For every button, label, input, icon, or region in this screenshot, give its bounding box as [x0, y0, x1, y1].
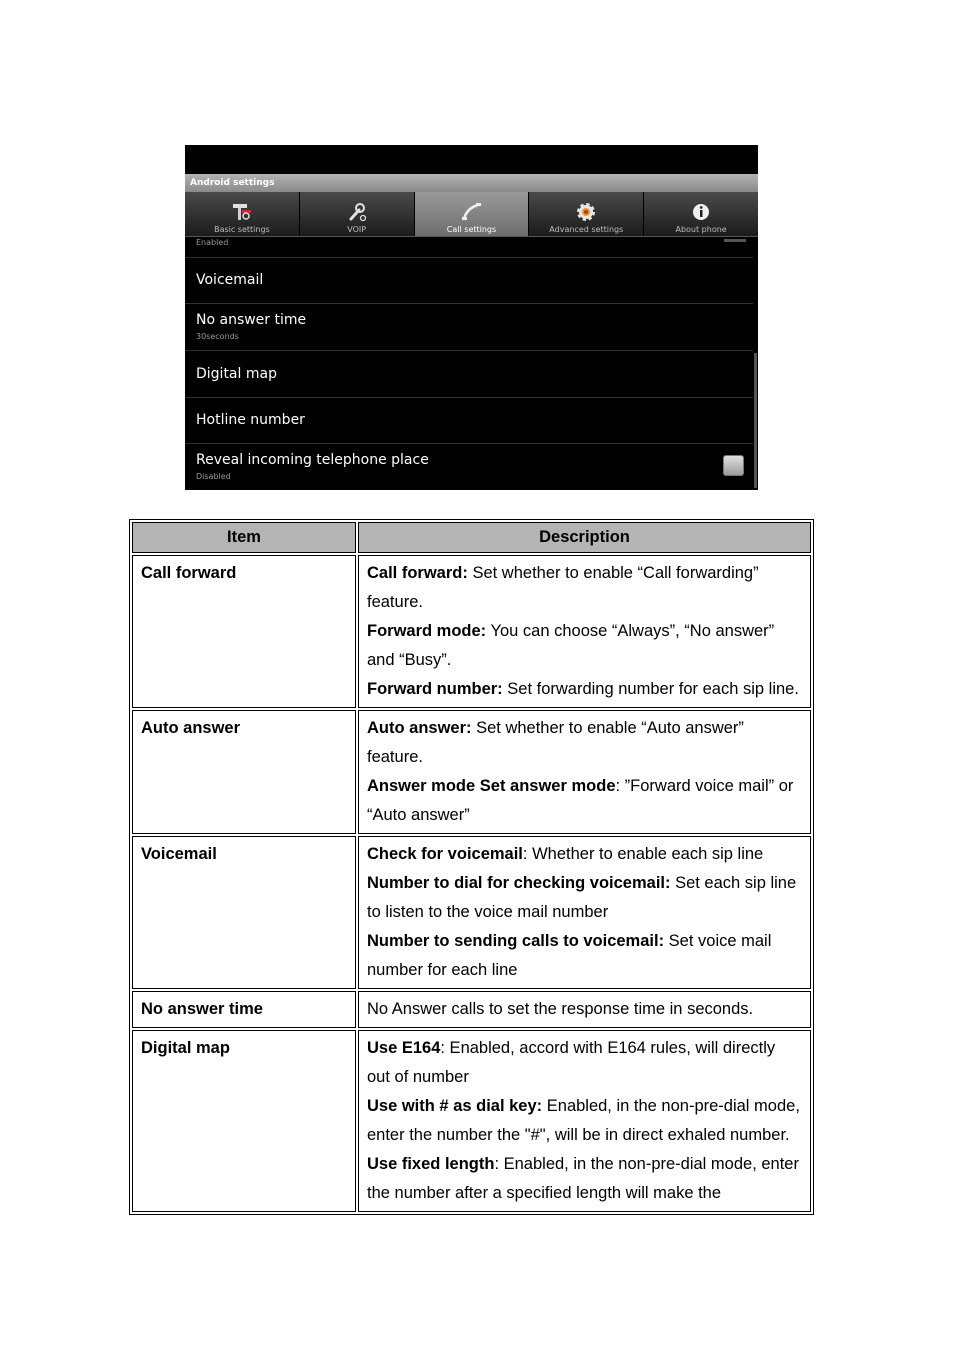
header-description: Description [358, 522, 811, 553]
setting-row-reveal-incoming-place[interactable] [185, 443, 753, 490]
tab-call-settings[interactable] [415, 192, 530, 236]
desc-text: : Whether to enable each sip line [522, 845, 764, 863]
setting-row-voicemail[interactable] [185, 257, 753, 303]
tab-about-phone[interactable] [644, 192, 758, 236]
desc-term: Auto answer: [367, 719, 472, 737]
item-cell: Auto answer [132, 710, 356, 834]
desc-term: Answer mode Set answer mode [367, 777, 616, 795]
tab-label: Advanced settings [549, 225, 624, 234]
desc-text: Set whether to enable “Auto answer” feature. [367, 719, 744, 766]
desc-text: : Enabled, in the non-pre-dial mode, enter the number after a specified length will make the [367, 1155, 799, 1202]
item-cell: No answer time [132, 991, 356, 1028]
call-settings-list [185, 237, 758, 490]
desc-text: Set forwarding number for each sip line. [502, 680, 799, 698]
setting-title: Voicemail [196, 272, 264, 288]
app-title: Android settings [185, 174, 758, 192]
call-settings-table [129, 519, 814, 1215]
desc-text: You can choose “Always”, “No answer” and “Busy”. [367, 622, 775, 669]
setting-row-no-answer-time[interactable] [185, 303, 753, 350]
header-item: Item [132, 522, 356, 553]
info-icon [689, 201, 713, 223]
tab-basic-settings[interactable] [185, 192, 300, 236]
setting-title: Reveal incoming telephone place [196, 452, 429, 468]
setting-title: No answer time [196, 312, 307, 328]
android-settings-screenshot [185, 145, 758, 490]
desc-term: Call forward: [367, 564, 468, 582]
scroll-indicator-top [724, 239, 746, 242]
tab-label: VOIP [347, 225, 367, 234]
table-row [132, 991, 811, 1028]
setting-row-hotline-number[interactable] [185, 397, 753, 443]
tab-label: About phone [675, 225, 727, 234]
desc-text: Set each sip line to listen to the voice mail number [367, 874, 797, 921]
table-row [132, 1030, 811, 1212]
desc-text: Set voice mail number for each line [367, 932, 772, 979]
gear-icon [574, 201, 598, 223]
desc-term: Number to sending calls to voicemail: [367, 932, 665, 950]
description-cell [358, 836, 811, 989]
settings-tabs [185, 192, 758, 237]
desc-term: Use fixed length [367, 1155, 495, 1173]
description-cell [358, 555, 811, 708]
desc-term: Number to dial for checking voicemail: [367, 874, 671, 892]
setting-summary: Disabled [196, 472, 231, 481]
desc-text: Set whether to enable “Call forwarding” feature. [367, 564, 759, 611]
desc-text: No Answer calls to set the response time in seconds. [367, 1000, 754, 1018]
table-header-row [132, 522, 811, 553]
desc-term: Use with # as dial key: [367, 1097, 543, 1115]
table-row [132, 836, 811, 989]
desc-term: Forward number: [367, 680, 503, 698]
item-cell: Call forward [132, 555, 356, 708]
description-cell [358, 991, 811, 1028]
tab-label: Basic settings [214, 225, 270, 234]
description-cell [358, 1030, 811, 1212]
desc-text: : ”Forward voice mail” or “Auto answer” [367, 777, 794, 824]
item-cell: Voicemail [132, 836, 356, 989]
description-cell [358, 710, 811, 834]
tab-voip[interactable] [300, 192, 415, 236]
desc-text: : Enabled, accord with E164 rules, will directly out of number [367, 1039, 776, 1086]
tab-label: Call settings [446, 225, 497, 234]
scrollbar[interactable] [754, 353, 757, 488]
setting-row-digital-map[interactable] [185, 350, 753, 397]
setting-title: Digital map [196, 366, 277, 382]
item-cell: Digital map [132, 1030, 356, 1212]
table-row [132, 710, 811, 834]
desc-term: Forward mode: [367, 622, 487, 640]
desc-term: Use E164 [367, 1039, 441, 1057]
reveal-place-checkbox[interactable] [723, 455, 744, 476]
wrench-icon [345, 201, 369, 223]
setting-title: Hotline number [196, 412, 305, 428]
desc-term: Check for voicemail [367, 845, 523, 863]
partial-row-summary: Enabled [196, 238, 229, 247]
tools-icon [230, 201, 254, 223]
tab-advanced-settings[interactable] [529, 192, 644, 236]
setting-summary: 30seconds [196, 332, 239, 341]
desc-text: Enabled, in the non-pre-dial mode, enter the number the "#", will be in direct exhaled number. [367, 1097, 800, 1144]
phone-handset-icon [459, 201, 483, 223]
table-row [132, 555, 811, 708]
